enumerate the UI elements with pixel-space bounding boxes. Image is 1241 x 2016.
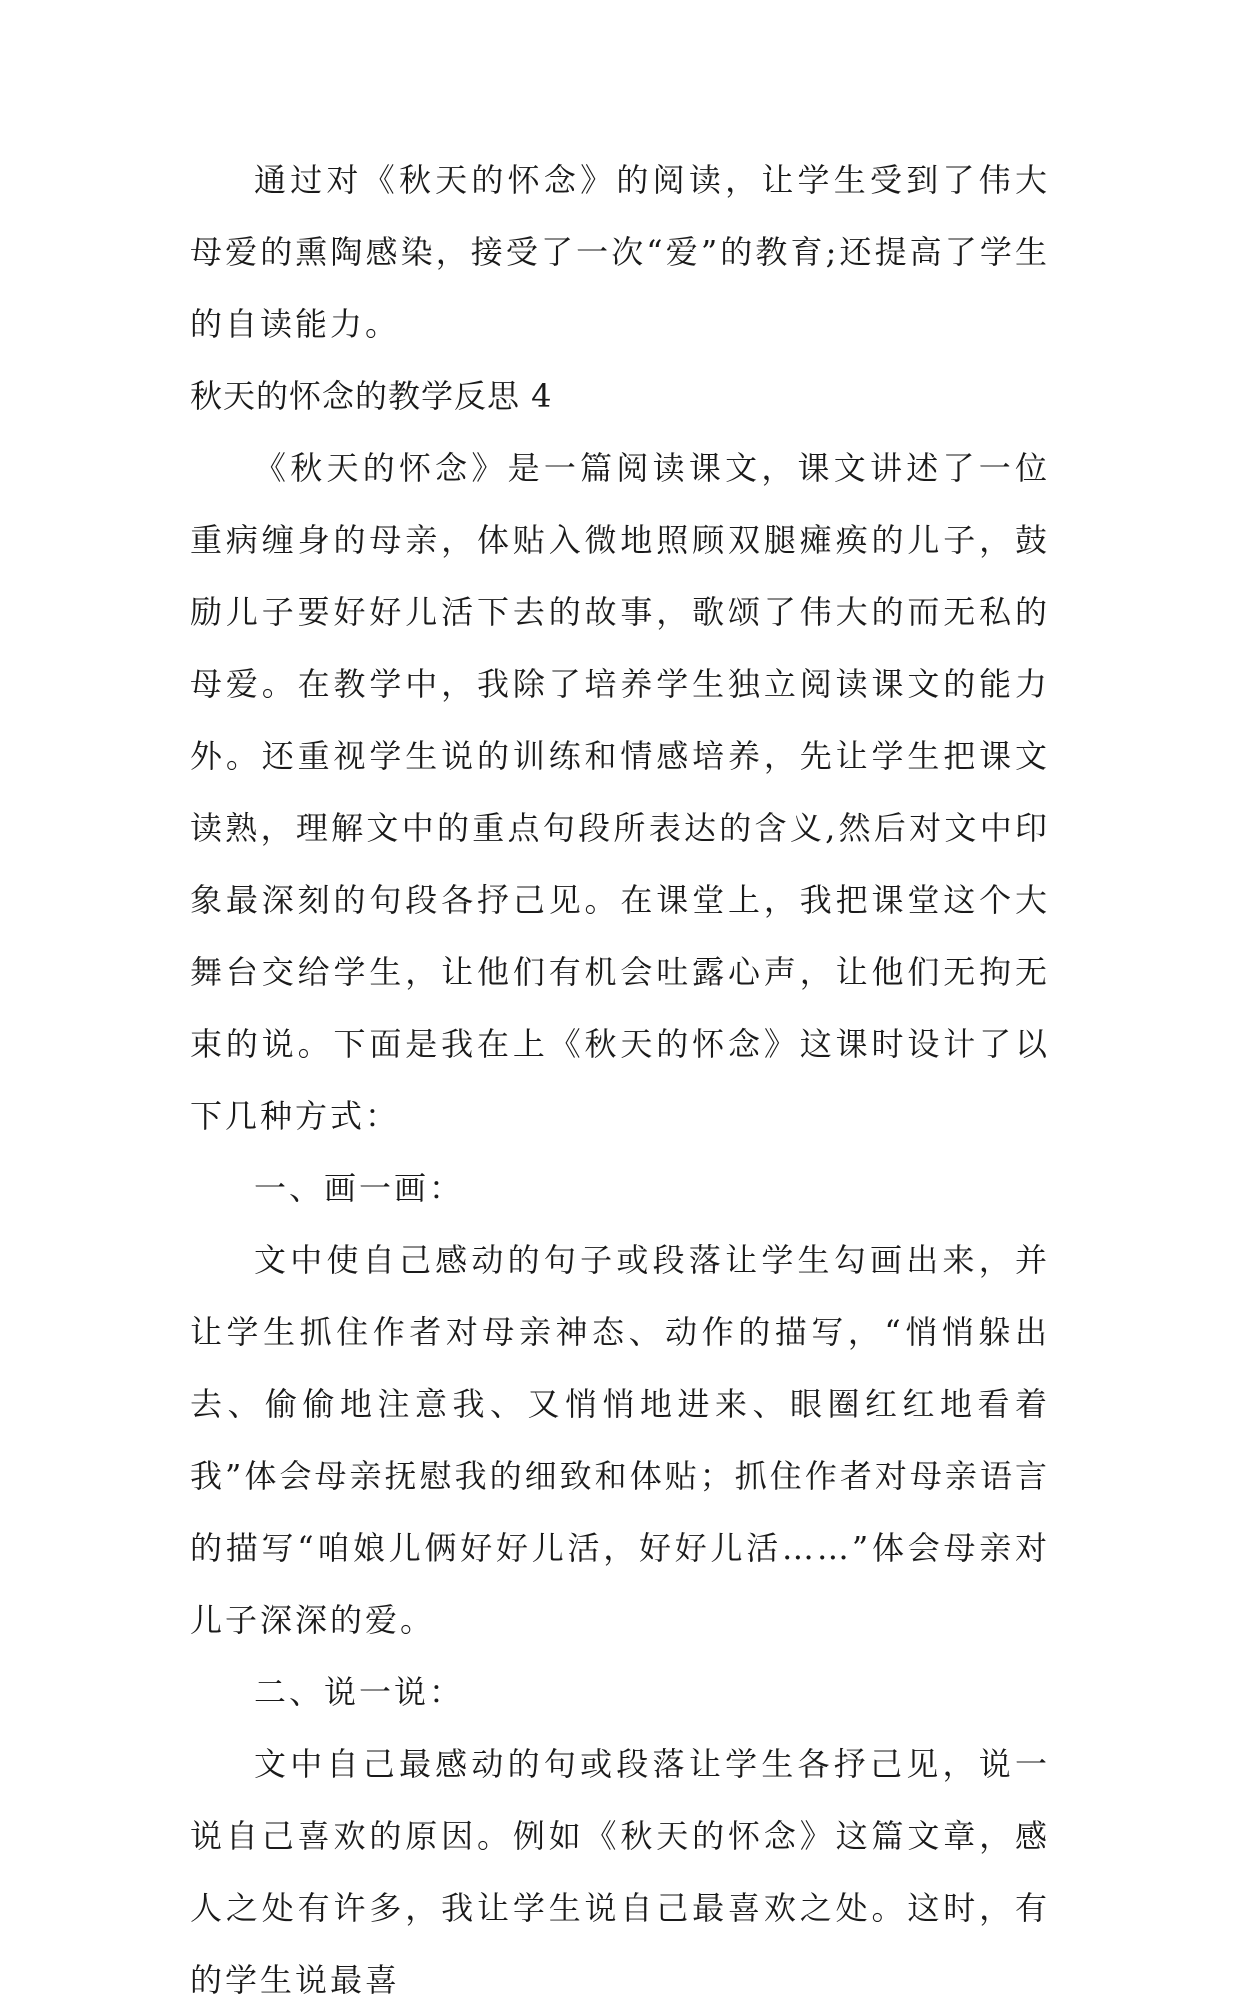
subheading-draw: 一、画一画： <box>254 1169 465 1207</box>
section-title: 秋天的怀念的教学反思 4 <box>190 377 553 415</box>
intro-block <box>190 144 1050 360</box>
body-paragraph-1: 《秋天的怀念》是一篇阅读课文，课文讲述了一位重病缠身的母亲，体贴入微地照顾双腿瘫痪的儿子，鼓励儿子要好好儿活下去的故事，歌颂了伟大的而无私的母爱。在教学中，我除了培养学生独立阅读课文的能力外。还重视学生说的训练和情感培养，先让学生把课文读熟，理解文中的重点句段所表达的含义,然后对文中印象最深刻的句段各抒己见。在课堂上，我把课堂这个大舞台交给学生，让他们有机会吐露心声，让他们无拘无束的说。下面是我在上《秋天的怀念》这课时设计了以下几种方式： <box>190 449 1050 1135</box>
body-paragraph-2: 文中使自己感动的句子或段落让学生勾画出来，并让学生抓住作者对母亲神态、动作的描写，“悄悄躲出去、偷偷地注意我、又悄悄地进来、眼圈红红地看着我”体会母亲抚慰我的细致和体贴；抓住作者对母亲语言的描写“咱娘儿俩好好儿活，好好儿活……”体会母亲对儿子深深的爱。 <box>190 1241 1050 1639</box>
intro-paragraph: 通过对《秋天的怀念》的阅读，让学生受到了伟大母爱的熏陶感染，接受了一次“爱”的教育;还提高了学生的自读能力。 <box>190 161 1050 343</box>
section-block <box>190 360 1050 2016</box>
body-paragraph-3: 文中自己最感动的句或段落让学生各抒己见，说一说自己喜欢的原因。例如《秋天的怀念》这篇文章，感人之处有许多，我让学生说自己最喜欢之处。这时，有的学生说最喜 <box>190 1745 1050 1999</box>
subheading-say: 二、说一说： <box>254 1673 465 1711</box>
